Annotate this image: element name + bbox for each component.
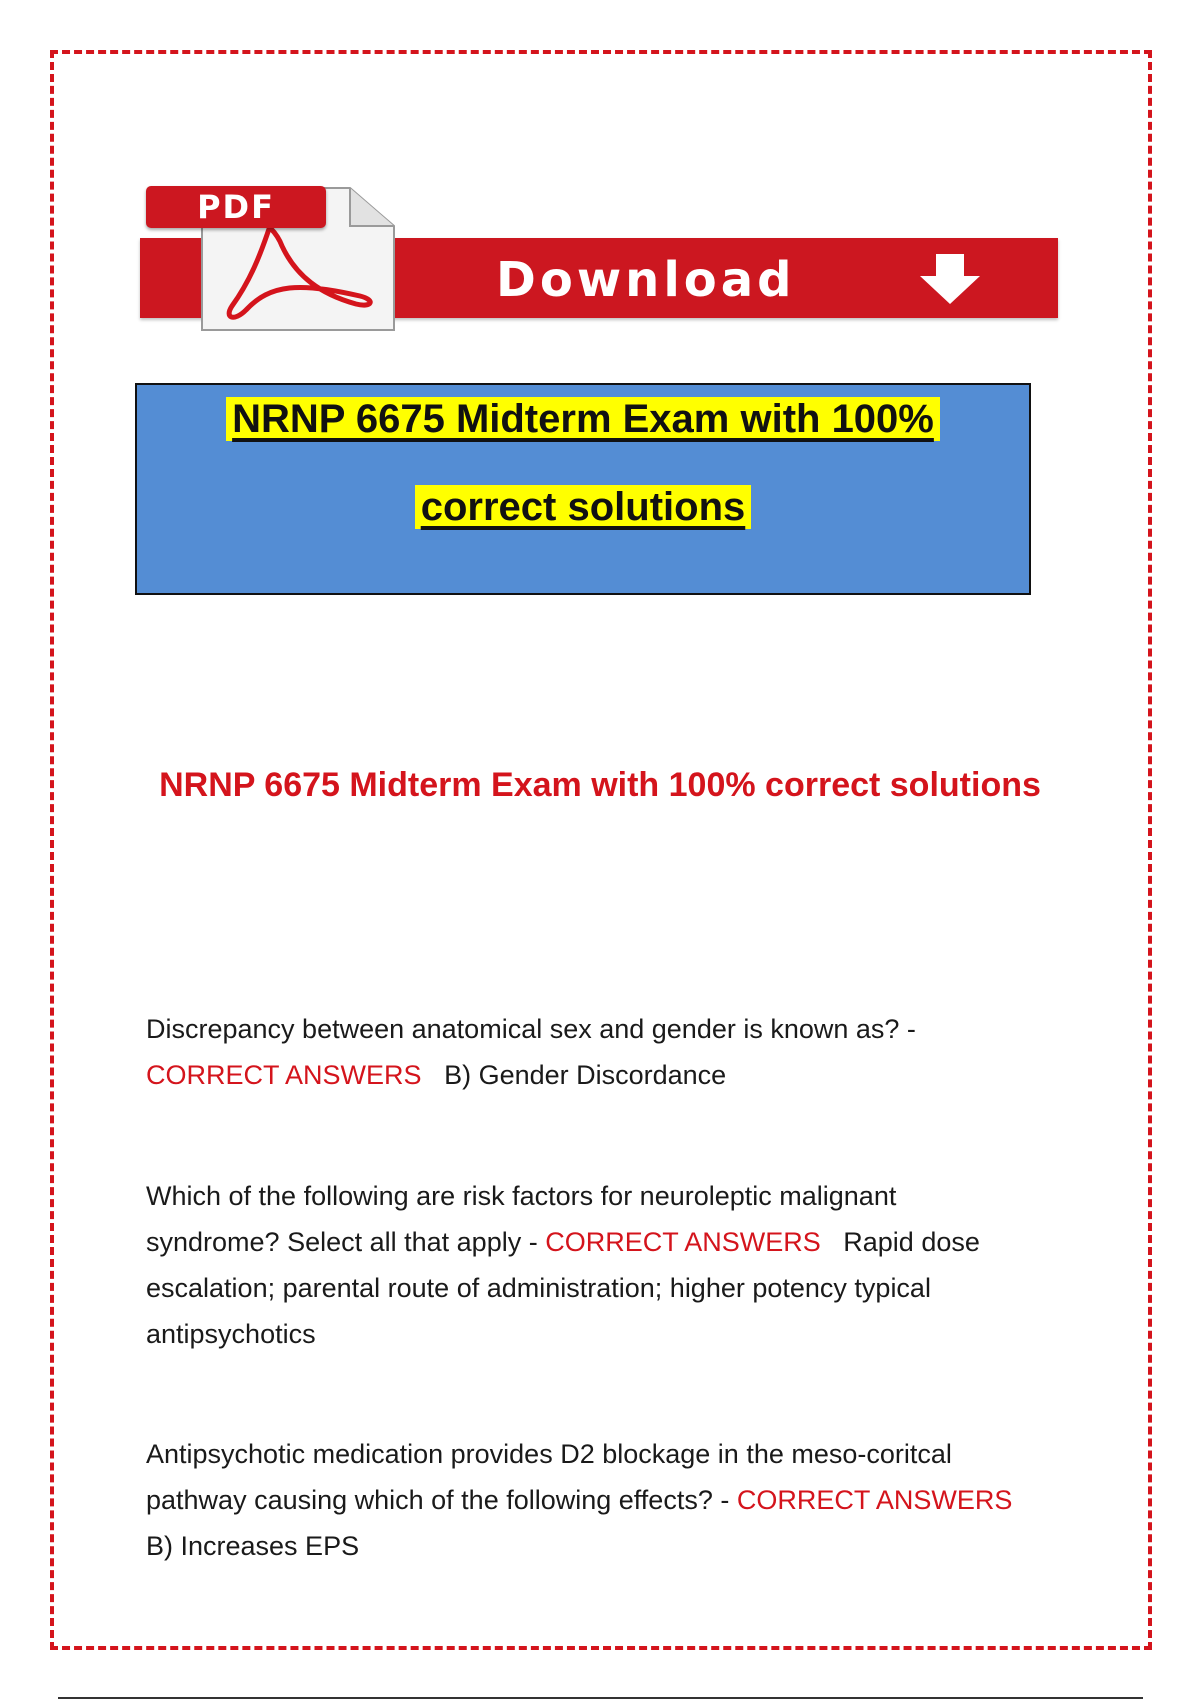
- bottom-divider: [58, 1697, 1143, 1699]
- title-line-1: NRNP 6675 Midterm Exam with 100%: [137, 397, 1029, 442]
- download-label[interactable]: Download: [496, 252, 796, 308]
- pdf-label: PDF: [146, 186, 326, 228]
- answer-label: CORRECT ANSWERS: [146, 1060, 422, 1090]
- title-line-2: correct solutions: [137, 485, 1029, 530]
- document-heading: NRNP 6675 Midterm Exam with 100% correct solutions: [159, 766, 1041, 804]
- question-block: [146, 1006, 1026, 1098]
- answer-text: Rapid dose escalation; parental route of administration; higher potency typical antipsychotics: [146, 1227, 980, 1349]
- question-text: Discrepancy between anatomical sex and gender is known as? -: [146, 1014, 916, 1044]
- answer-label: CORRECT ANSWERS: [545, 1227, 821, 1257]
- question-text: Which of the following are risk factors for neuroleptic malignant syndrome? Select all that apply -: [146, 1181, 897, 1257]
- answer-label: CORRECT ANSWERS: [736, 1485, 1013, 1515]
- title-box: [135, 383, 1031, 595]
- answer-text: B) Increases EPS: [146, 1531, 360, 1561]
- download-arrow-icon[interactable]: [916, 252, 984, 306]
- question-block: [146, 1431, 1026, 1569]
- answer-text: B) Gender Discordance: [444, 1060, 727, 1090]
- question-text: Antipsychotic medication provides D2 blockage in the meso-coritcal pathway causing which of the following effects? -: [146, 1439, 952, 1515]
- question-block: [146, 1173, 1026, 1357]
